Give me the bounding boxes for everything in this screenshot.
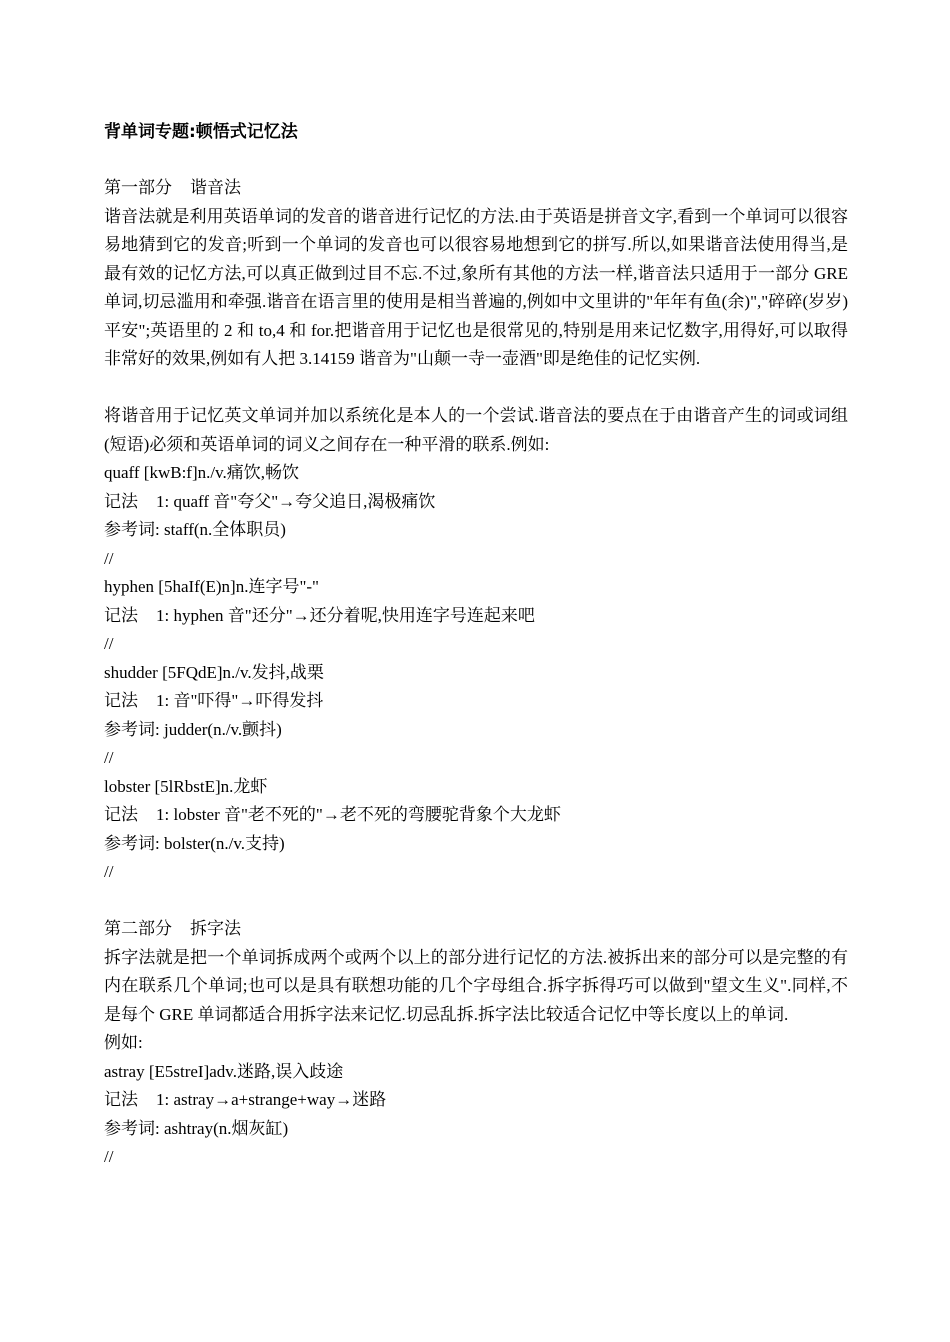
- entry-method-text: 1: 音"吓得"→吓得发抖: [156, 691, 324, 710]
- entry-reference: 参考词: staff(n.全体职员): [104, 520, 286, 539]
- entry-headword: shudder [5FQdE]n./v.发抖,战栗: [104, 662, 324, 682]
- entry-separator: //: [104, 862, 114, 881]
- entry-reference: 参考词: judder(n./v.颤抖): [104, 719, 282, 739]
- entry-method: [104, 488, 848, 517]
- entry-method-label: 记法: [104, 1090, 138, 1109]
- entry-separator: //: [104, 748, 114, 767]
- entry-reference: 参考词: ashtray(n.烟灰缸): [104, 1118, 289, 1138]
- part2-intro-paragraph: 拆字法就是把一个单词拆成两个或两个以上的部分进行记忆的方法.被拆出来的部分可以是完整的有内在联系几个单词;也可以是具有联想功能的几个字母组合.拆字拆得巧可以做到"望文生义".同样,不是每个 GRE 单词都适合用拆字法来记忆.切忌乱拆.拆字法比较适合记忆中等长度以上的单词.: [104, 947, 848, 1024]
- entry-reference: 参考词: bolster(n./v.支持): [104, 833, 285, 853]
- entry-method-text: 1: quaff 音"夸父"→夸父追日,渴极痛饮: [156, 491, 436, 511]
- entry-method-text: 1: hyphen 音"还分"→还分着呢,快用连字号连起来吧: [156, 605, 535, 625]
- entry-headword: astray [E5streI]adv.迷路,误入歧途: [104, 1061, 344, 1081]
- spacer: [104, 374, 848, 403]
- part2-heading-number: 第二部分: [104, 919, 172, 938]
- entry-method: [104, 602, 848, 631]
- part1-heading: [104, 174, 848, 203]
- entry-method-text: 1: lobster 音"老不死的"→老不死的弯腰驼背象个大龙虾: [156, 805, 561, 824]
- entry-method-label: 记法: [104, 491, 138, 511]
- entry-method-label: 记法: [104, 691, 138, 710]
- entry-headword: quaff [kwB:f]n./v.痛饮,畅饮: [104, 463, 300, 482]
- entry-headword: hyphen [5haIf(E)n]n.连字号"-": [104, 577, 319, 596]
- spacer: [104, 887, 848, 916]
- part1-intro-paragraph: 谐音法就是利用英语单词的发音的谐音进行记忆的方法.由于英语是拼音文字,看到一个单词可以很容易地猜到它的发音;听到一个单词的发音也可以很容易地想到它的拼写.所以,如果谐音法使用得当,是最有效的记忆方法,可以真正做到过目不忘.不过,象所有其他的方法一样,谐音法只适用于一部分 GRE 单词,切忌滥用和牵强.谐音在语言里的使用是相当普遍的,例如中文里讲的"年年有鱼(余)","碎碎(岁岁)平安";英语里的 2 和 to,4 和 for.把谐音用于记忆也是很常见的,特别是用来记忆数字,用得好,可以取得非常好的效果,例如有人把 3.14159 谐音为"山颠一寺一壶酒"即是绝佳的记忆实例.: [104, 206, 848, 368]
- entry-method: [104, 1086, 848, 1115]
- entry-method: [104, 687, 848, 716]
- part2-heading-name: 拆字法: [190, 919, 241, 938]
- entry-method: [104, 801, 848, 830]
- entry-headword: lobster [5lRbstE]n.龙虾: [104, 776, 268, 796]
- part2-heading: [104, 915, 848, 944]
- part1-heading-number: 第一部分: [104, 178, 172, 197]
- part1-heading-name: 谐音法: [190, 178, 241, 197]
- document-title: 背单词专题:顿悟式记忆法: [104, 122, 298, 142]
- entry-method-label: 记法: [104, 805, 138, 824]
- entry-method-label: 记法: [104, 605, 138, 625]
- part2-example-label: 例如:: [104, 1033, 143, 1052]
- entry-separator: //: [104, 1147, 114, 1166]
- entry-separator: //: [104, 634, 114, 653]
- entry-method-text: 1: astray→a+strange+way→迷路: [156, 1090, 387, 1109]
- entry-separator: //: [104, 548, 114, 568]
- document-page: [104, 118, 848, 1172]
- part1-second-paragraph: 将谐音用于记忆英文单词并加以系统化是本人的一个尝试.谐音法的要点在于由谐音产生的词或词组(短语)必须和英语单词的词义之间存在一种平滑的联系.例如:: [104, 406, 848, 454]
